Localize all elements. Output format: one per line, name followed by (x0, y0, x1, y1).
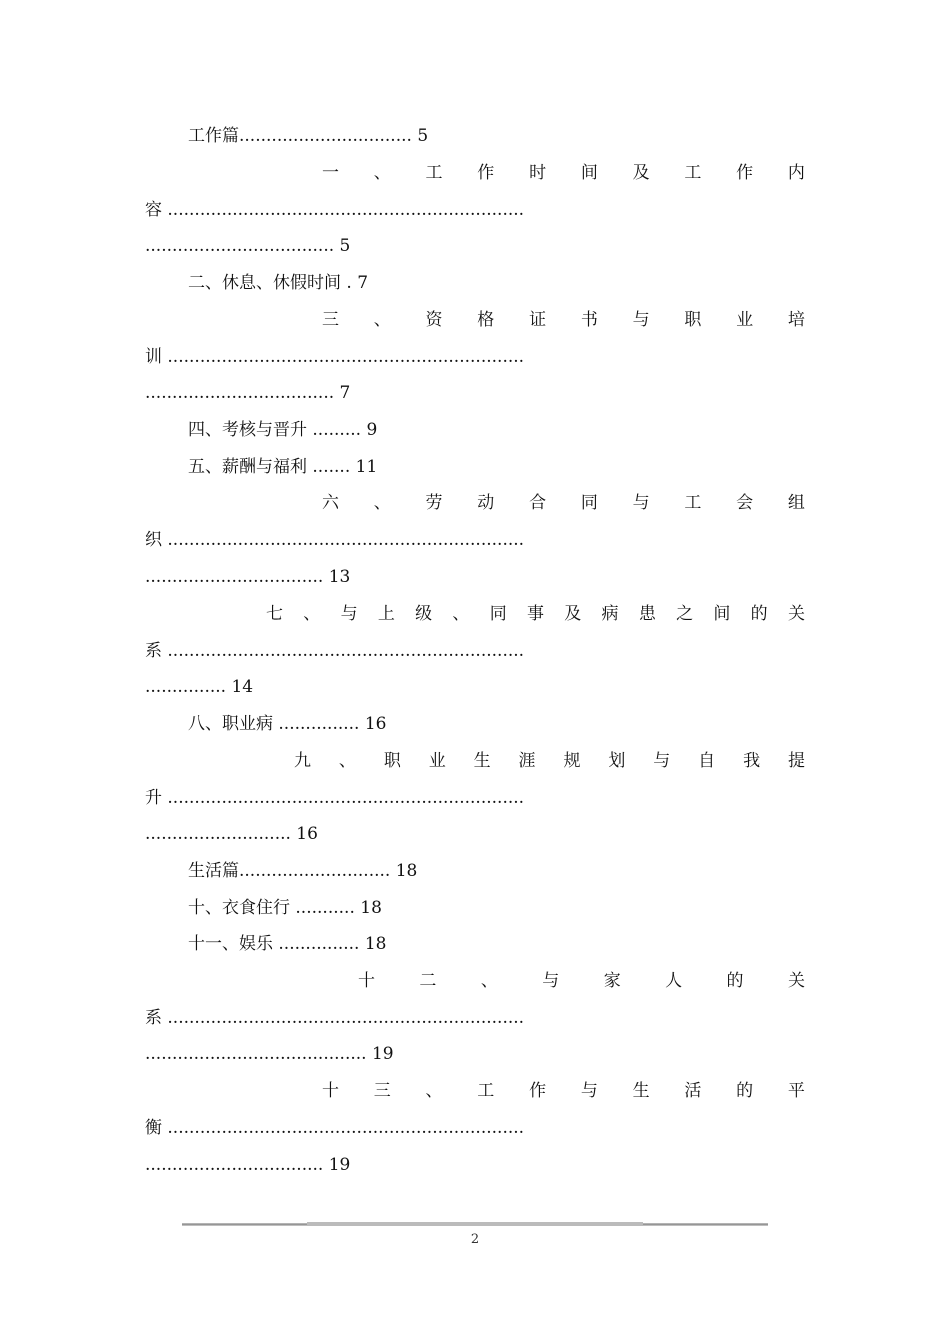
toc-entry-9-page: ........................... 16 (145, 824, 318, 844)
toc-entry-life-section: 生活篇............................ 18 (188, 861, 418, 881)
toc-entry-5: 五、薪酬与福利 ....... 11 (188, 457, 378, 477)
toc-heading-char: 一 (322, 163, 339, 183)
toc-heading-char: 业 (428, 751, 446, 771)
toc-entry-2: 二、休息、休假时间 . 7 (188, 273, 369, 293)
toc-heading-char: 工 (425, 163, 443, 183)
toc-heading-char: 劳 (425, 493, 443, 513)
toc-entry-3-page: ................................... 7 (145, 383, 351, 403)
toc-heading-char: 、 (452, 604, 470, 624)
toc-heading-char: 的 (726, 971, 744, 991)
toc-heading-char: 上 (377, 604, 395, 624)
toc-heading-char: 、 (373, 493, 391, 513)
toc-heading-char: 患 (638, 604, 656, 624)
toc-entry-12-leader: 系 .................................................................. (145, 1008, 525, 1028)
toc-heading-char: 病 (601, 604, 619, 624)
toc-entry-1-leader: 容 .................................................................. (145, 200, 525, 220)
toc-heading-char: 合 (529, 493, 547, 513)
toc-heading-char: 与 (653, 751, 671, 771)
toc-heading-char: 生 (632, 1081, 650, 1101)
toc-heading-char: 与 (580, 1081, 598, 1101)
toc-heading-char: 生 (473, 751, 491, 771)
toc-entry-1-heading (322, 158, 805, 188)
toc-entry-7-heading (266, 599, 805, 629)
toc-entry-9-leader: 升 .................................................................. (145, 788, 525, 808)
toc-heading-char: 二 (419, 971, 437, 991)
toc-entry-6-leader: 织 .................................................................. (145, 530, 525, 550)
toc-heading-char: 作 (477, 163, 495, 183)
toc-heading-char: 自 (698, 751, 716, 771)
toc-heading-char: 动 (477, 493, 495, 513)
toc-heading-char: 三 (322, 310, 339, 330)
toc-heading-char: 职 (383, 751, 401, 771)
toc-heading-char: 、 (303, 604, 321, 624)
toc-entry-10: 十、衣食住行 ........... 18 (188, 898, 382, 918)
toc-entry-13-page: ................................. 19 (145, 1155, 351, 1175)
toc-entry-work-section: 工作篇................................ 5 (188, 126, 429, 146)
toc-heading-char: 十 (322, 1081, 339, 1101)
toc-heading-char: 与 (340, 604, 358, 624)
toc-heading-char: 会 (736, 493, 754, 513)
toc-heading-char: 家 (603, 971, 621, 991)
toc-heading-char: 十 (358, 971, 375, 991)
toc-heading-char: 、 (425, 1081, 443, 1101)
toc-heading-char: 关 (787, 971, 805, 991)
toc-heading-char: 人 (665, 971, 683, 991)
toc-heading-char: 、 (480, 971, 498, 991)
toc-heading-char: 与 (632, 493, 650, 513)
toc-entry-4: 四、考核与晋升 ......... 9 (188, 420, 378, 440)
toc-entry-8: 八、职业病 ............... 16 (188, 714, 387, 734)
toc-entry-3-leader: 训 .................................................................. (145, 347, 525, 367)
toc-heading-char: 内 (787, 163, 805, 183)
toc-heading-char: 与 (632, 310, 650, 330)
toc-heading-char: 六 (322, 493, 339, 513)
toc-heading-char: 我 (743, 751, 761, 771)
toc-heading-char: 作 (529, 1081, 547, 1101)
toc-entry-1-page: ................................... 5 (145, 236, 351, 256)
toc-entry-9-heading (294, 746, 805, 776)
page-number: 2 (470, 1232, 480, 1247)
toc-heading-char: 同 (489, 604, 507, 624)
toc-heading-char: 作 (736, 163, 754, 183)
toc-heading-char: 书 (580, 310, 598, 330)
toc-entry-13-leader: 衡 .................................................................. (145, 1118, 525, 1138)
toc-entry-13-heading (322, 1076, 805, 1106)
toc-entry-3-heading (322, 305, 805, 335)
toc-heading-char: 职 (684, 310, 702, 330)
toc-heading-char: 资 (425, 310, 443, 330)
toc-entry-6-page: ................................. 13 (145, 567, 351, 587)
toc-heading-char: 工 (684, 493, 702, 513)
toc-heading-char: 划 (608, 751, 626, 771)
toc-heading-char: 间 (713, 604, 731, 624)
toc-heading-char: 工 (477, 1081, 495, 1101)
toc-heading-char: 与 (542, 971, 560, 991)
toc-heading-char: 、 (373, 310, 391, 330)
toc-heading-char: 九 (294, 751, 311, 771)
toc-heading-char: 的 (750, 604, 768, 624)
toc-heading-char: 及 (564, 604, 582, 624)
toc-heading-char: 工 (684, 163, 702, 183)
toc-heading-char: 三 (373, 1081, 391, 1101)
toc-entry-7-leader: 系 .................................................................. (145, 641, 525, 661)
footer-rule (182, 1223, 768, 1226)
toc-entry-12-page: ......................................... 19 (145, 1044, 394, 1064)
toc-heading-char: 、 (338, 751, 356, 771)
toc-heading-char: 七 (266, 604, 283, 624)
toc-heading-char: 、 (373, 163, 391, 183)
toc-heading-char: 关 (787, 604, 805, 624)
toc-heading-char: 业 (736, 310, 754, 330)
toc-heading-char: 时 (529, 163, 547, 183)
toc-heading-char: 及 (632, 163, 650, 183)
toc-heading-char: 涯 (518, 751, 536, 771)
toc-heading-char: 证 (529, 310, 547, 330)
toc-heading-char: 同 (580, 493, 598, 513)
toc-heading-char: 提 (787, 751, 805, 771)
toc-heading-char: 级 (415, 604, 433, 624)
toc-heading-char: 培 (787, 310, 805, 330)
toc-heading-char: 格 (477, 310, 495, 330)
toc-entry-12-heading (358, 966, 805, 996)
toc-heading-char: 规 (563, 751, 581, 771)
toc-heading-char: 平 (787, 1081, 805, 1101)
toc-heading-char: 事 (526, 604, 544, 624)
toc-entry-11: 十一、娱乐 ............... 18 (188, 934, 387, 954)
toc-heading-char: 活 (684, 1081, 702, 1101)
toc-heading-char: 之 (676, 604, 694, 624)
toc-entry-6-heading (322, 488, 805, 518)
toc-heading-char: 间 (580, 163, 598, 183)
toc-entry-7-page: ............... 14 (145, 677, 254, 697)
toc-heading-char: 组 (787, 493, 805, 513)
toc-heading-char: 的 (736, 1081, 754, 1101)
